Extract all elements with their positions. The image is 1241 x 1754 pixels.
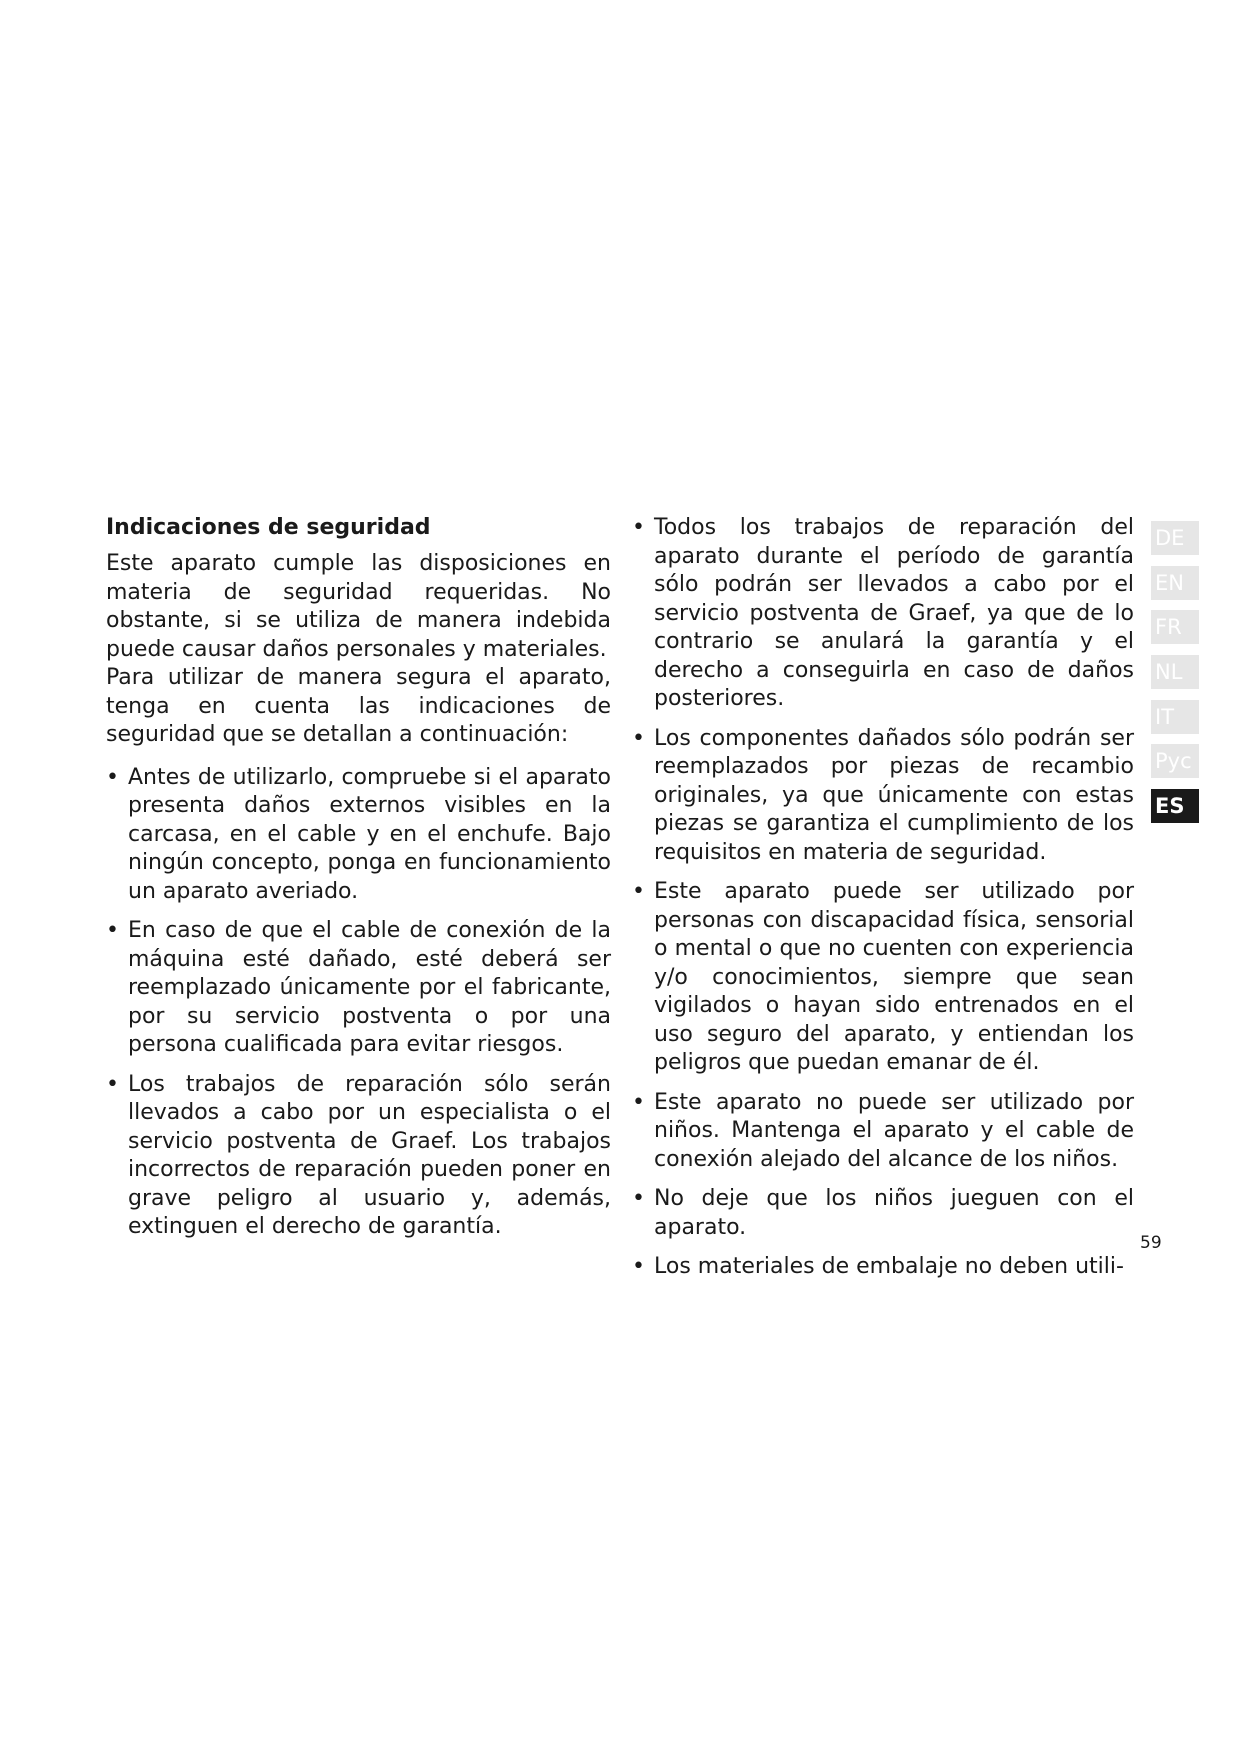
language-tab-ru[interactable]: Рус [1151,744,1199,778]
bullet-text: Este aparato puede ser utilizado por personas con discapacidad física, sensorial o mental o que no cuenten con experiencia y/o conocimientos, siempre que sean vigilados o hayan sido entrenados en el uso seguro del aparato, y entiendan los peligros que puedan emanar de él. [654,879,1134,1075]
bullet-text: No deje que los niños jueguen con el aparato. [654,1186,1134,1240]
bullet-symbol: • [632,725,645,751]
language-tab-de[interactable]: DE [1151,521,1199,555]
bullet-text: Los trabajos de reparación sólo serán llevados a cabo por un especialista o el servicio postventa de Graef. Los trabajos incorrectos de reparación pueden poner en grave peligro al usuario y, además, extinguen el derecho de garantía. [128,1071,611,1239]
right-column [632,514,1134,1293]
bullet-symbol: • [632,1089,645,1115]
language-tab-fr[interactable]: FR [1151,610,1199,644]
bullet-text: Todos los trabajos de reparación del aparato durante el período de garantía sólo podrán ser llevados a cabo por el servicio postventa de Graef, ya que de lo contrario se anulará la garantía y el derecho a conseguirla en caso de daños posteriores. [654,515,1134,711]
bullet-symbol: • [632,515,645,540]
bullet-symbol: • [106,764,119,790]
bullet-text: Los componentes dañados sólo podrán ser reemplazados por piezas de recambio originales, ya que únicamente con estas piezas se garantiza el cumplimiento de los requisitos en materia de seguridad. [654,725,1134,865]
language-tab-es[interactable]: ES [1151,789,1199,823]
language-tab-nl[interactable]: NL [1151,655,1199,689]
left-bullet-list [106,764,611,1242]
bullet-symbol: • [106,1071,119,1097]
language-tab-it[interactable]: IT [1151,700,1199,734]
bullet-item [632,725,1134,868]
bullet-item [632,1185,1134,1242]
bullet-symbol: • [632,879,645,904]
page-number: 59 [1140,1233,1162,1253]
bullet-item [632,878,1134,1078]
left-column [106,514,611,1253]
instructions-paragraph: Para utilizar de manera segura el aparato, tenga en cuenta las indicaciones de seguridad que se detallan a continuación: [106,665,611,747]
bullet-text: En caso de que el cable de conexión de la máquina esté dañado, esté deberá ser reemplazado únicamente por el fabricante, por su servicio postventa o por una persona cualificada para evitar riesgos. [128,918,611,1057]
bullet-item [106,917,611,1060]
bullet-item [632,1089,1134,1175]
bullet-text: Este aparato no puede ser utilizado por niños. Mantenga el aparato y el cable de conexión alejado del alcance de los niños. [654,1089,1134,1172]
bullet-symbol: • [106,918,119,943]
bullet-item [106,1071,611,1242]
bullet-symbol: • [632,1254,645,1279]
section-heading: Indicaciones de seguridad [106,515,431,540]
bullet-text: Los materiales de embalaje no deben utili- [654,1254,1124,1279]
bullet-item [632,1253,1134,1282]
bullet-symbol: • [632,1186,645,1211]
language-tab-en[interactable]: EN [1151,566,1199,600]
language-tabs [1151,521,1199,834]
bullet-text: Antes de utilizarlo, compruebe si el aparato presenta daños externos visibles en la carcasa, en el cable y en el enchufe. Bajo ningún concepto, ponga en funcionamiento un aparato averiado. [128,764,611,904]
bullet-item [632,514,1134,714]
right-bullet-list [632,514,1134,1282]
intro-paragraph: Este aparato cumple las disposiciones en materia de seguridad requeridas. No obstante, si se utiliza de manera indebida puede causar daños personales y materiales. [106,551,611,662]
bullet-item [106,764,611,907]
